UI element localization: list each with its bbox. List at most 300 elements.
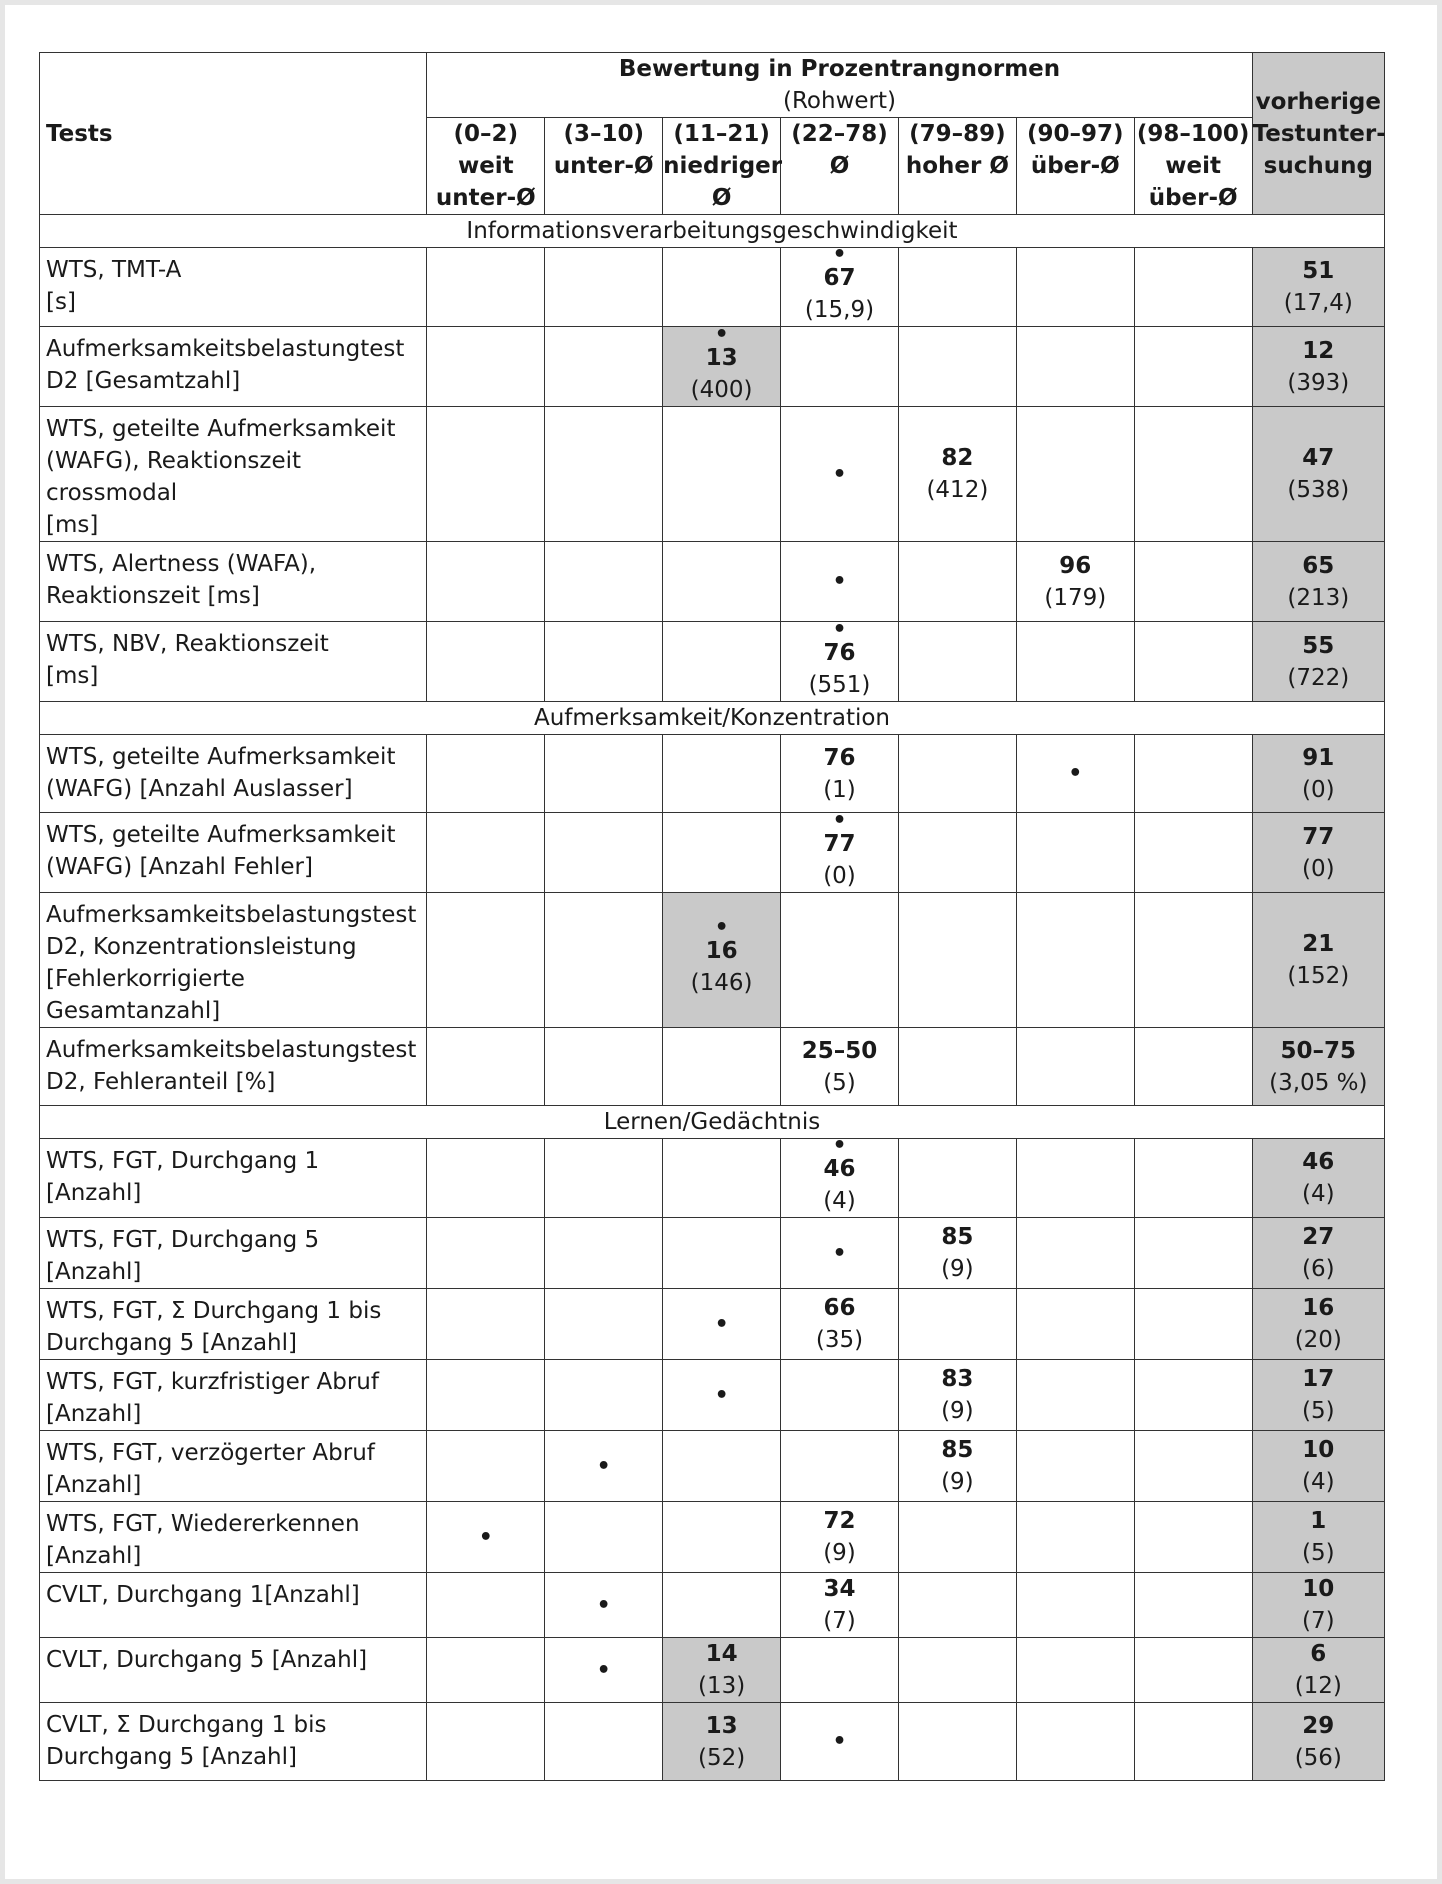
header-col-line2: Ø [829,153,850,179]
score-value: 66 [823,1295,856,1321]
score-cell [898,1139,1016,1218]
score-cell [427,1431,545,1502]
header-group [427,53,1252,118]
score-cell [781,807,899,893]
score-cell [1134,1218,1252,1289]
test-name-line: D2, Fehleranteil [%] [46,1069,276,1095]
header-previous-line3: suchung [1263,152,1373,179]
score-cell [898,1431,1016,1502]
previous-raw: (722) [1287,664,1350,691]
score-value: 82 [941,445,974,471]
score-value: 72 [823,1508,856,1534]
previous-value: 55 [1302,632,1335,659]
previous-cell [1252,735,1384,813]
previous-cell [1252,407,1384,542]
score-cell [1134,1139,1252,1218]
score-value: 83 [941,1366,974,1392]
header-col-range: (79–89) [909,121,1006,147]
test-name-line: [Anzahl] [46,1543,142,1569]
raw-value: (13) [697,1673,746,1699]
score-cell [663,407,781,542]
header-col-1 [545,118,663,215]
header-col-line2: weit [457,153,514,179]
score-cell [898,407,1016,542]
previous-raw: (7) [1302,1608,1335,1634]
test-name [40,542,427,622]
header-col-line2: niedriger [663,153,783,179]
score-cell [663,542,781,622]
header-tests: Tests [40,53,427,215]
score-cell [781,735,899,813]
raw-value: (400) [690,376,753,403]
previous-value: 6 [1310,1641,1327,1667]
test-name-line: [Anzahl] [46,1472,142,1498]
score-cell [1134,1703,1252,1781]
score-value: 96 [1059,552,1092,579]
score-cell [1134,622,1252,702]
previous-raw: (213) [1287,584,1350,611]
score-cell [427,1028,545,1106]
score-value: 25–50 [801,1037,878,1064]
header-col-range: (0–2) [453,121,519,147]
score-cell [545,735,663,813]
score-cell [781,1573,899,1638]
test-name-line: (WAFG) [Anzahl Auslasser] [46,776,353,802]
header-col-range: (3–10) [563,121,644,147]
table-row [40,813,1385,893]
test-name-line: WTS, geteilte Aufmerksamkeit [46,744,396,770]
previous-raw: (4) [1302,1181,1335,1207]
header-col-line2: über-Ø [1030,153,1120,179]
header-previous [1252,53,1384,215]
raw-value: (35) [815,1327,864,1353]
score-cell [545,1573,663,1638]
score-cell [545,1028,663,1106]
previous-value: 50–75 [1280,1037,1357,1064]
table-row [40,1638,1385,1703]
test-name-line: [Anzahl] [46,1180,142,1206]
test-name-line: CVLT, Durchgang 5 [Anzahl] [46,1647,368,1673]
test-name-line: Durchgang 5 [Anzahl] [46,1330,297,1356]
score-cell [781,1360,899,1431]
header-group-subtitle: (Rohwert) [783,88,896,114]
test-name-line: Aufmerksamkeitsbelastungstest [46,902,417,928]
score-cell [545,248,663,327]
score-cell [663,622,781,702]
test-name-line: WTS, FGT, Wiedererkennen [46,1511,360,1537]
test-name [40,327,427,407]
test-name [40,1360,427,1431]
previous-raw: (12) [1294,1673,1342,1699]
score-cell [1016,1573,1134,1638]
header-col-range: (22–78) [791,121,888,147]
table-row [40,1573,1385,1638]
score-cell [427,1139,545,1218]
test-name [40,1703,427,1781]
score-cell [781,327,899,407]
test-name-line: WTS, TMT-A [46,257,182,283]
test-name-line: D2, Konzentrationsleistung [46,934,357,960]
raw-value: (9) [941,1398,974,1424]
score-cell [781,1133,899,1218]
score-value: 46 [823,1156,856,1182]
test-name-line: [ms] [46,512,99,538]
score-cell [1016,407,1134,542]
score-value: 76 [823,639,856,666]
score-cell [898,813,1016,893]
table-row [40,407,1385,542]
test-name-line: WTS, geteilte Aufmerksamkeit [46,822,396,848]
previous-cell [1252,1289,1384,1360]
score-cell [1016,542,1134,622]
score-cell [1016,248,1134,327]
score-cell [781,893,899,1028]
previous-raw: (6) [1302,1256,1335,1282]
previous-value: 77 [1302,823,1335,850]
score-cell [663,1638,781,1703]
score-cell [427,248,545,327]
header-col-line2: hoher Ø [905,153,1009,179]
score-cell [545,1360,663,1431]
test-name-line: (WAFG) [Anzahl Fehler] [46,854,313,880]
marker-dot: • [714,321,729,347]
previous-raw: (20) [1294,1327,1342,1353]
score-cell [545,407,663,542]
score-cell [898,1703,1016,1781]
score-cell [898,1502,1016,1573]
score-cell [1134,1502,1252,1573]
test-name-line: [s] [46,289,76,315]
score-cell [1016,1218,1134,1289]
marker-dot: • [832,807,847,833]
score-cell [781,242,899,327]
test-name-line: D2 [Gesamtzahl] [46,368,241,394]
results-table [39,52,1385,1781]
test-name-line: Reaktionszeit [ms] [46,583,260,609]
header-col-line3: unter-Ø [435,185,536,211]
previous-cell [1252,1431,1384,1502]
previous-cell [1252,1360,1384,1431]
score-cell [1134,735,1252,813]
score-cell [898,1360,1016,1431]
score-cell [545,1431,663,1502]
score-cell [1016,622,1134,702]
section-title: Aufmerksamkeit/Konzentration [40,702,1385,735]
score-value: 77 [823,830,856,857]
table-row [40,1139,1385,1218]
score-value: 76 [823,744,856,771]
table-row [40,622,1385,702]
previous-cell [1252,1028,1384,1106]
marker-dot: • [832,1133,847,1158]
table-row [40,1028,1385,1106]
previous-value: 10 [1302,1437,1335,1463]
raw-value: (0) [823,862,856,889]
previous-value: 12 [1302,337,1335,364]
previous-cell [1252,1502,1384,1573]
score-cell [545,1703,663,1781]
score-cell [898,1028,1016,1106]
score-cell [663,893,781,1028]
test-name-line: WTS, FGT, Durchgang 1 [46,1148,320,1174]
score-cell [781,1502,899,1573]
previous-cell [1252,813,1384,893]
previous-raw: (3,05 %) [1269,1069,1368,1096]
score-cell [663,1502,781,1573]
header-col-5 [1016,118,1134,215]
test-name [40,1139,427,1218]
score-cell [663,1431,781,1502]
header-previous-line1: vorherige [1255,88,1381,115]
header-previous-line2: Testunter- [1252,120,1386,147]
score-value: 85 [941,1437,974,1463]
score-cell [427,1502,545,1573]
test-name-line: WTS, NBV, Reaktionszeit [46,631,329,657]
test-name [40,1431,427,1502]
score-cell [1016,813,1134,893]
test-name [40,813,427,893]
marker-dot: • [832,569,847,594]
score-cell [1134,1360,1252,1431]
score-cell [1134,542,1252,622]
test-name [40,622,427,702]
marker-dot: • [596,1657,611,1683]
test-name-line: (WAFG), Reaktionszeit crossmodal [46,448,302,506]
section-header [40,215,1385,248]
table-row [40,1218,1385,1289]
raw-value: (9) [941,1256,974,1282]
score-cell [663,321,781,407]
score-value: 14 [705,1641,738,1667]
previous-cell [1252,893,1384,1028]
score-cell [545,1502,663,1573]
test-name [40,1289,427,1360]
test-name [40,1638,427,1703]
score-cell [1134,1431,1252,1502]
score-cell [427,1218,545,1289]
header-col-4 [898,118,1016,215]
table-row [40,1360,1385,1431]
previous-cell [1252,1703,1384,1781]
raw-value: (412) [926,477,989,503]
score-cell [545,327,663,407]
marker-dot: • [832,461,847,487]
previous-raw: (0) [1302,776,1335,803]
marker-dot: • [714,915,729,940]
score-cell [663,1139,781,1218]
header-col-2 [663,118,781,215]
marker-dot: • [596,1592,611,1618]
score-cell [1016,1028,1134,1106]
previous-value: 16 [1302,1295,1335,1321]
score-cell [1016,327,1134,407]
previous-cell [1252,327,1384,407]
score-cell [781,1431,899,1502]
test-name-line: Durchgang 5 [Anzahl] [46,1744,297,1770]
previous-value: 21 [1302,931,1335,957]
raw-value: (9) [941,1469,974,1495]
score-cell [781,1703,899,1781]
marker-dot: • [478,1524,493,1550]
previous-value: 47 [1302,445,1335,471]
score-cell [898,622,1016,702]
score-cell [1016,1502,1134,1573]
raw-value: (7) [823,1608,856,1634]
score-cell [1016,735,1134,813]
score-cell [781,1638,899,1703]
score-cell [898,542,1016,622]
previous-value: 29 [1302,1712,1335,1739]
score-cell [427,1638,545,1703]
header-col-range: (90–97) [1027,121,1124,147]
previous-cell [1252,622,1384,702]
test-name [40,248,427,327]
score-cell [1016,1638,1134,1703]
test-name-line: [ms] [46,663,99,689]
raw-value: (4) [823,1188,856,1214]
test-name [40,1502,427,1573]
score-cell [427,1573,545,1638]
marker-dot: • [596,1453,611,1479]
score-cell [545,1218,663,1289]
score-cell [427,542,545,622]
header-col-6 [1134,118,1252,215]
score-cell [427,813,545,893]
raw-value: (15,9) [804,297,875,323]
score-value: 13 [705,1712,738,1739]
raw-value: (9) [823,1540,856,1566]
previous-cell [1252,1573,1384,1638]
table-row [40,893,1385,1028]
section-title: Informationsverarbeitungsgeschwindigkeit [40,215,1385,248]
table-row [40,1502,1385,1573]
test-name-line: WTS, Alertness (WAFA), [46,551,317,577]
score-cell [427,327,545,407]
score-cell [1134,1289,1252,1360]
score-cell [663,1218,781,1289]
score-cell [898,893,1016,1028]
score-value: 16 [705,938,738,964]
test-name-line: [Fehlerkorrigierte Gesamtanzahl] [46,966,245,1024]
previous-cell [1252,542,1384,622]
score-cell [663,813,781,893]
score-cell [1016,1139,1134,1218]
section-header [40,702,1385,735]
score-cell [1134,248,1252,327]
previous-raw: (0) [1302,855,1335,882]
previous-value: 10 [1302,1576,1335,1602]
score-cell [427,735,545,813]
test-name-line: [Anzahl] [46,1401,142,1427]
score-cell [1134,813,1252,893]
marker-dot: • [832,616,847,642]
score-cell [898,735,1016,813]
test-name-line: CVLT, Σ Durchgang 1 bis [46,1712,327,1738]
score-cell [427,893,545,1028]
score-cell [663,1573,781,1638]
score-cell [427,1289,545,1360]
raw-value: (5) [823,1069,856,1096]
test-name-line: CVLT, Durchgang 1[Anzahl] [46,1582,360,1608]
score-cell [781,1289,899,1360]
score-cell [898,248,1016,327]
table-row [40,1431,1385,1502]
score-cell [1134,1573,1252,1638]
score-value: 67 [823,265,856,291]
raw-value: (52) [697,1744,746,1771]
section-title: Lernen/Gedächtnis [40,1106,1385,1139]
sheet [5,5,1437,1879]
section-header [40,1106,1385,1139]
header-col-line2: unter-Ø [553,153,654,179]
test-name-line: WTS, FGT, verzögerter Abruf [46,1440,375,1466]
score-cell [545,1139,663,1218]
table-row [40,735,1385,813]
marker-dot: • [832,242,847,267]
score-cell [427,622,545,702]
score-cell [663,1028,781,1106]
score-cell [781,407,899,542]
score-cell [545,893,663,1028]
marker-dot: • [714,1382,729,1408]
test-name-line: WTS, FGT, Durchgang 5 [46,1227,320,1253]
header-col-0 [427,118,545,215]
header-col-3 [781,118,899,215]
score-cell [781,542,899,622]
previous-value: 27 [1302,1224,1335,1250]
previous-cell [1252,1218,1384,1289]
score-cell [1134,1028,1252,1106]
marker-dot: • [832,1240,847,1266]
score-cell [898,1218,1016,1289]
score-cell [545,622,663,702]
table-row [40,542,1385,622]
test-name [40,1028,427,1106]
score-value: 13 [705,344,738,371]
previous-value: 65 [1302,552,1335,579]
test-name [40,1218,427,1289]
previous-value: 17 [1302,1366,1335,1392]
test-name-line: WTS, geteilte Aufmerksamkeit [46,416,396,442]
previous-raw: (4) [1302,1469,1335,1495]
table-row [40,1703,1385,1781]
previous-raw: (56) [1294,1744,1342,1771]
raw-value: (179) [1044,584,1107,611]
score-cell [427,1360,545,1431]
score-cell [427,1703,545,1781]
test-name [40,407,427,542]
score-cell [663,1289,781,1360]
test-name-line: Aufmerksamkeitsbelastungtest [46,336,405,362]
score-cell [1134,327,1252,407]
test-name-line: Aufmerksamkeitsbelastungstest [46,1037,417,1063]
previous-raw: (17,4) [1283,290,1353,316]
previous-cell [1252,248,1384,327]
previous-value: 1 [1310,1508,1327,1534]
table-row [40,248,1385,327]
score-value: 34 [823,1576,856,1602]
score-cell [427,407,545,542]
score-cell [1134,407,1252,542]
score-cell [1016,1289,1134,1360]
score-cell [545,813,663,893]
previous-raw: (5) [1302,1398,1335,1424]
test-name-line: [Anzahl] [46,1259,142,1285]
score-cell [781,616,899,702]
previous-value: 91 [1302,744,1335,771]
score-cell [545,542,663,622]
score-cell [663,735,781,813]
